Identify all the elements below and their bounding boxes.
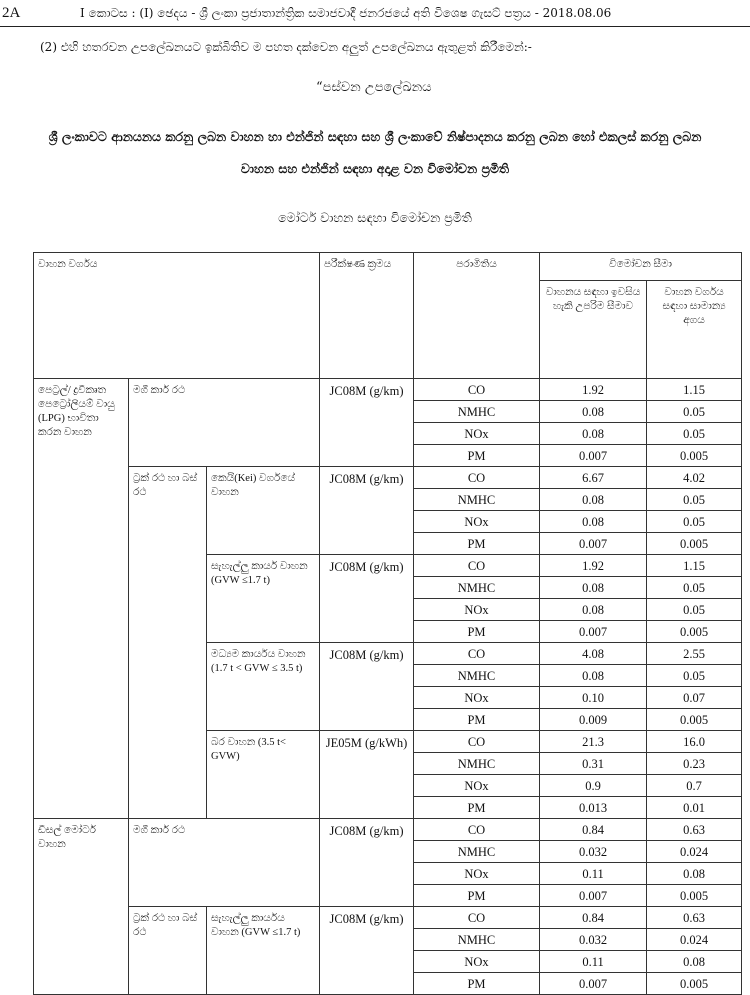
max-limit-cell: 1.92: [540, 555, 647, 577]
max-limit-cell: 0.31: [540, 753, 647, 775]
avg-limit-cell: 0.08: [647, 951, 742, 973]
table-row: [34, 819, 742, 841]
max-limit-cell: 0.032: [540, 841, 647, 863]
fuel-category-cell: පෙට්‍රල්/ ද්‍රවීකෘත පෙට්‍රෝලියම් වායු (LPG) භාවිතා කරන වාහන: [34, 379, 129, 819]
avg-limit-cell: 0.05: [647, 401, 742, 423]
avg-limit-cell: 0.05: [647, 665, 742, 687]
max-limit-cell: 0.08: [540, 489, 647, 511]
parameter-cell: NMHC: [414, 929, 540, 951]
avg-limit-cell: 0.05: [647, 577, 742, 599]
page-header: [0, 0, 750, 30]
test-method-cell: JC08M (g/km): [320, 379, 414, 467]
table-header-row: [34, 253, 742, 281]
header-emission-limit: විමෝචන සීමා: [540, 253, 742, 281]
vehicle-type-cell: මගී කාර් රථ: [129, 379, 320, 467]
fuel-category-cell: ඩීසල් මෝටර් වාහන: [34, 819, 129, 995]
parameter-cell: CO: [414, 643, 540, 665]
header-rule: [0, 26, 750, 27]
parameter-cell: CO: [414, 819, 540, 841]
avg-limit-cell: 0.01: [647, 797, 742, 819]
max-limit-cell: 0.007: [540, 973, 647, 995]
parameter-cell: NMHC: [414, 841, 540, 863]
max-limit-cell: 0.007: [540, 621, 647, 643]
max-limit-cell: 4.08: [540, 643, 647, 665]
header-max-limit: වාහනය සඳහා ඉවසිය හැකි උපරිම සීමාව: [540, 281, 647, 379]
parameter-cell: NOx: [414, 599, 540, 621]
parameter-cell: NOx: [414, 863, 540, 885]
vehicle-subtype-cell: කෙයි(Kei) වර්ගයේ වාහන: [207, 467, 320, 555]
heading-line-1: ශ්‍රී ලංකාවට ආනයනය කරනු ලබන වාහන හා එන්ජින් සඳහා සහ ශ්‍රී ලංකාවේ නිෂ්පාදනය කරනු ලබන හෝ එකලස් කරනු ලබන: [48, 129, 702, 144]
header-avg-limit: වාහන වර්ගය සඳහා සාමාන්‍ය අගය: [647, 281, 742, 379]
max-limit-cell: 0.013: [540, 797, 647, 819]
max-limit-cell: 0.08: [540, 599, 647, 621]
vehicle-type-cell: මගී කාර් රථ: [129, 819, 320, 907]
max-limit-cell: 6.67: [540, 467, 647, 489]
max-limit-cell: 0.08: [540, 511, 647, 533]
vehicle-type-cell: ට්‍රක් රථ හා බස් රථ: [129, 907, 207, 995]
max-limit-cell: 0.08: [540, 577, 647, 599]
parameter-cell: CO: [414, 379, 540, 401]
test-method-cell: JC08M (g/km): [320, 555, 414, 643]
max-limit-cell: 0.007: [540, 885, 647, 907]
max-limit-cell: 21.3: [540, 731, 647, 753]
avg-limit-cell: 0.07: [647, 687, 742, 709]
parameter-cell: NOx: [414, 511, 540, 533]
parameter-cell: NMHC: [414, 489, 540, 511]
header-vehicle-category: වාහන වර්ගය: [34, 253, 320, 379]
table-row: [34, 907, 742, 929]
avg-limit-cell: 0.23: [647, 753, 742, 775]
avg-limit-cell: 0.005: [647, 621, 742, 643]
avg-limit-cell: 0.05: [647, 423, 742, 445]
avg-limit-cell: 0.005: [647, 709, 742, 731]
vehicle-type-cell: ට්‍රක් රථ හා බස් රථ: [129, 467, 207, 819]
parameter-cell: PM: [414, 973, 540, 995]
avg-limit-cell: 0.005: [647, 885, 742, 907]
avg-limit-cell: 1.15: [647, 379, 742, 401]
table-row: [34, 379, 742, 401]
parameter-cell: NOx: [414, 687, 540, 709]
parameter-cell: NMHC: [414, 577, 540, 599]
avg-limit-cell: 0.005: [647, 533, 742, 555]
avg-limit-cell: 0.63: [647, 819, 742, 841]
parameter-cell: NMHC: [414, 753, 540, 775]
max-limit-cell: 0.08: [540, 665, 647, 687]
table-row: [34, 467, 742, 489]
header-test-procedure: පරීක්ෂණ ක්‍රමය: [320, 253, 414, 379]
parameter-cell: PM: [414, 533, 540, 555]
max-limit-cell: 0.007: [540, 445, 647, 467]
parameter-cell: CO: [414, 467, 540, 489]
table-title: මෝටර් වාහන සඳහා විමෝචන ප්‍රමිති: [278, 210, 472, 225]
parameter-cell: NMHC: [414, 401, 540, 423]
max-limit-cell: 0.032: [540, 929, 647, 951]
running-title: I කොටස : (I) ඡෙදය - ශ්‍රී ලංකා ප්‍රජාතාන්ත්‍රික සමාජවාදී ජනරජයේ අති විශෙෂ ගැසට් පත්‍රය - 2018.08.06: [80, 6, 612, 20]
max-limit-cell: 0.007: [540, 533, 647, 555]
intro-paragraph: (2) එහි හතරවන උපලේඛනයට ඉක්බිතිව ම පහත දක්වෙන අලුත් උපලේඛනය ඇතුළත් කිරීමෙන්:-: [40, 40, 532, 54]
parameter-cell: NMHC: [414, 665, 540, 687]
avg-limit-cell: 1.15: [647, 555, 742, 577]
avg-limit-cell: 0.63: [647, 907, 742, 929]
test-method-cell: JC08M (g/km): [320, 467, 414, 555]
parameter-cell: PM: [414, 621, 540, 643]
avg-limit-cell: 0.005: [647, 973, 742, 995]
max-limit-cell: 0.11: [540, 863, 647, 885]
avg-limit-cell: 0.7: [647, 775, 742, 797]
parameter-cell: PM: [414, 885, 540, 907]
max-limit-cell: 0.08: [540, 423, 647, 445]
parameter-cell: CO: [414, 907, 540, 929]
avg-limit-cell: 0.08: [647, 863, 742, 885]
max-limit-cell: 1.92: [540, 379, 647, 401]
test-method-cell: JC08M (g/km): [320, 907, 414, 995]
avg-limit-cell: 0.005: [647, 445, 742, 467]
test-method-cell: JE05M (g/kWh): [320, 731, 414, 819]
parameter-cell: PM: [414, 797, 540, 819]
parameter-cell: PM: [414, 445, 540, 467]
avg-limit-cell: 2.55: [647, 643, 742, 665]
max-limit-cell: 0.84: [540, 907, 647, 929]
max-limit-cell: 0.10: [540, 687, 647, 709]
avg-limit-cell: 0.05: [647, 599, 742, 621]
vehicle-subtype-cell: සැහැල්ලු කාර්යය වාහන (GVW ≤1.7 t): [207, 907, 320, 995]
vehicle-subtype-cell: සැහැල්ලු කාර්ය වාහන (GVW ≤1.7 t): [207, 555, 320, 643]
avg-limit-cell: 0.024: [647, 841, 742, 863]
max-limit-cell: 0.84: [540, 819, 647, 841]
max-limit-cell: 0.08: [540, 401, 647, 423]
avg-limit-cell: 16.0: [647, 731, 742, 753]
avg-limit-cell: 0.024: [647, 929, 742, 951]
max-limit-cell: 0.9: [540, 775, 647, 797]
page-number: 2A: [2, 5, 21, 21]
max-limit-cell: 0.11: [540, 951, 647, 973]
parameter-cell: CO: [414, 731, 540, 753]
schedule-title: “පස්වන උපලේඛනය: [316, 80, 432, 95]
vehicle-subtype-cell: මධ්‍යම කාර්යය වාහන (1.7 t < GVW ≤ 3.5 t): [207, 643, 320, 731]
parameter-cell: NOx: [414, 423, 540, 445]
avg-limit-cell: 4.02: [647, 467, 742, 489]
parameter-cell: CO: [414, 555, 540, 577]
header-parameter: පරාමිතිය: [414, 253, 540, 379]
avg-limit-cell: 0.05: [647, 489, 742, 511]
heading-line-2: වාහන සහ එන්ජින් සඳහා අදාළ වන විමෝචන ප්‍රමිති: [240, 161, 510, 176]
parameter-cell: NOx: [414, 775, 540, 797]
parameter-cell: PM: [414, 709, 540, 731]
parameter-cell: NOx: [414, 951, 540, 973]
vehicle-subtype-cell: බර වාහන (3.5 t< GVW): [207, 731, 320, 819]
max-limit-cell: 0.009: [540, 709, 647, 731]
avg-limit-cell: 0.05: [647, 511, 742, 533]
test-method-cell: JC08M (g/km): [320, 643, 414, 731]
test-method-cell: JC08M (g/km): [320, 819, 414, 907]
emission-standards-table: [33, 252, 742, 995]
